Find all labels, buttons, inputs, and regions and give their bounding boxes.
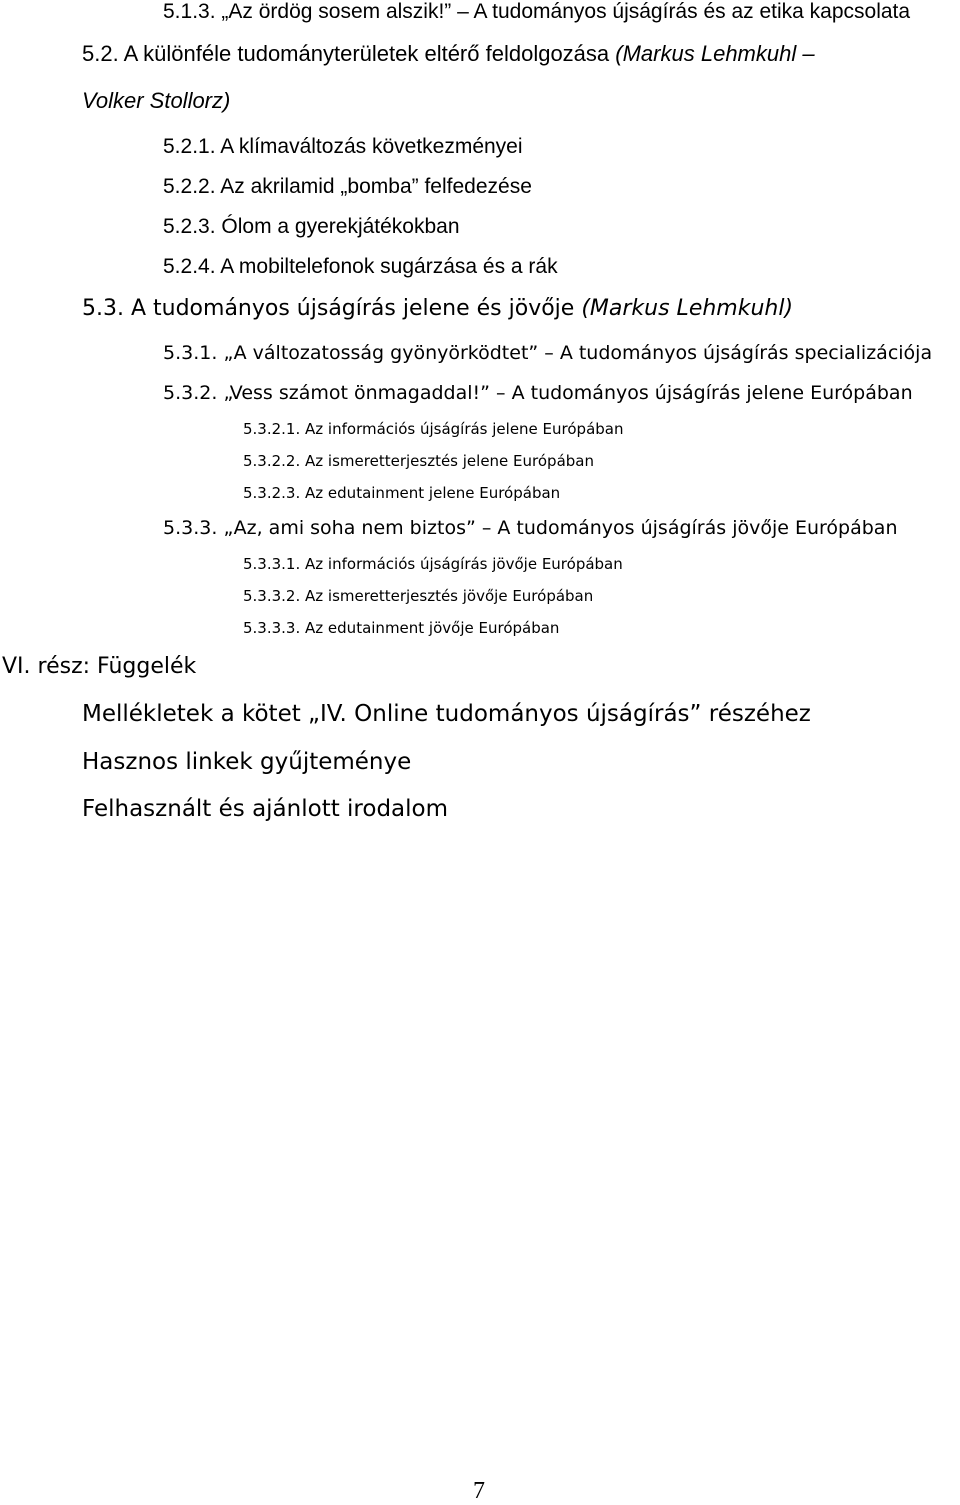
toc-entry-number: 5.3.3.3.	[243, 619, 301, 637]
toc-entry-title: „Vess számot önmagaddal!” – A tudományos újságírás jelene Európában	[223, 382, 913, 404]
toc-entry-title: A tudományos újságírás jelene és jövője	[130, 296, 575, 321]
toc-entry-author: (Markus Lehmkuhl)	[581, 296, 794, 321]
toc-entry-number: 5.3.1.	[163, 342, 218, 364]
toc-entry-5-1-3	[163, 1, 910, 22]
toc-entry-5-3-2-3	[243, 486, 560, 501]
appendix-entry: Mellékletek a kötet „IV. Online tudományos újságírás” részéhez	[82, 701, 811, 727]
toc-entry-title: Az információs újságírás jövője Európában	[305, 555, 623, 573]
toc-entry-title: „Az ördög sosem alszik!” – A tudományos újságírás és az etika kapcsolata	[221, 0, 911, 23]
toc-entry-title: Az edutainment jelene Európában	[305, 484, 561, 502]
toc-entry-5-3	[82, 298, 793, 320]
toc-entry-5-2-1	[163, 136, 523, 157]
toc-entry-number: 5.3.3.2.	[243, 587, 301, 605]
toc-entry-number: 5.3.3.	[163, 517, 218, 539]
toc-entry-author: (Markus Lehmkuhl –	[615, 41, 815, 66]
toc-entry-title: A klímaváltozás következményei	[220, 135, 523, 158]
toc-entry-title: Ólom a gyerekjátékokban	[221, 215, 460, 238]
toc-entry-5-3-3-1	[243, 557, 623, 572]
toc-entry-number: 5.2.4.	[163, 255, 216, 278]
toc-entry-number: 5.2.2.	[163, 175, 216, 198]
toc-entry-5-2-continuation: Volker Stollorz)	[82, 88, 231, 113]
toc-entry-title: Az ismeretterjesztés jövője Európában	[305, 587, 594, 605]
toc-entry-number: 5.2.	[82, 41, 119, 66]
toc-entry-5-3-1	[163, 344, 932, 363]
toc-entry-title: Az információs újságírás jelene Európában	[305, 420, 624, 438]
appendix-entry: Hasznos linkek gyűjteménye	[82, 749, 412, 775]
toc-entry-5-3-2-2	[243, 454, 594, 469]
toc-entry-number: 5.3.2.2.	[243, 452, 301, 470]
toc-entry-5-2-4	[163, 256, 558, 277]
part-heading: VI. rész: Függelék	[2, 654, 197, 679]
toc-entry-title: „Az, ami soha nem biztos” – A tudományos újságírás jövője Európában	[223, 517, 898, 539]
toc-entry-5-3-3	[163, 519, 898, 538]
toc-entry-title: A mobiltelefonok sugárzása és a rák	[220, 255, 558, 278]
toc-entry-title: Az ismeretterjesztés jelene Európában	[305, 452, 594, 470]
toc-entry-5-3-2-1	[243, 422, 624, 437]
toc-entry-number: 5.3.2.3.	[243, 484, 301, 502]
toc-entry-title: A különféle tudományterületek eltérő feldolgozása	[123, 41, 610, 66]
toc-entry-5-2-3	[163, 216, 460, 237]
toc-entry-title: „A változatosság gyönyörködtet” – A tudományos újságírás specializációja	[223, 342, 933, 364]
toc-entry-number: 5.2.3.	[163, 215, 216, 238]
toc-entry-5-3-2	[163, 384, 913, 403]
toc-entry-5-2	[82, 43, 815, 65]
toc-entry-number: 5.3.2.1.	[243, 420, 301, 438]
toc-entry-5-2-2	[163, 176, 532, 197]
toc-entry-number: 5.3.2.	[163, 382, 218, 404]
toc-entry-5-3-3-2	[243, 589, 593, 604]
toc-entry-number: 5.2.1.	[163, 135, 216, 158]
toc-entry-title: Az edutainment jövője Európában	[305, 619, 560, 637]
toc-entry-title: Az akrilamid „bomba” felfedezése	[220, 175, 532, 198]
toc-entry-number: 5.1.3.	[163, 0, 216, 23]
toc-entry-number: 5.3.	[82, 296, 124, 321]
toc-entry-number: 5.3.3.1.	[243, 555, 301, 573]
toc-entry-5-3-3-3	[243, 621, 559, 636]
appendix-entry: Felhasznált és ajánlott irodalom	[82, 796, 449, 822]
page-number: 7	[473, 1478, 485, 1504]
